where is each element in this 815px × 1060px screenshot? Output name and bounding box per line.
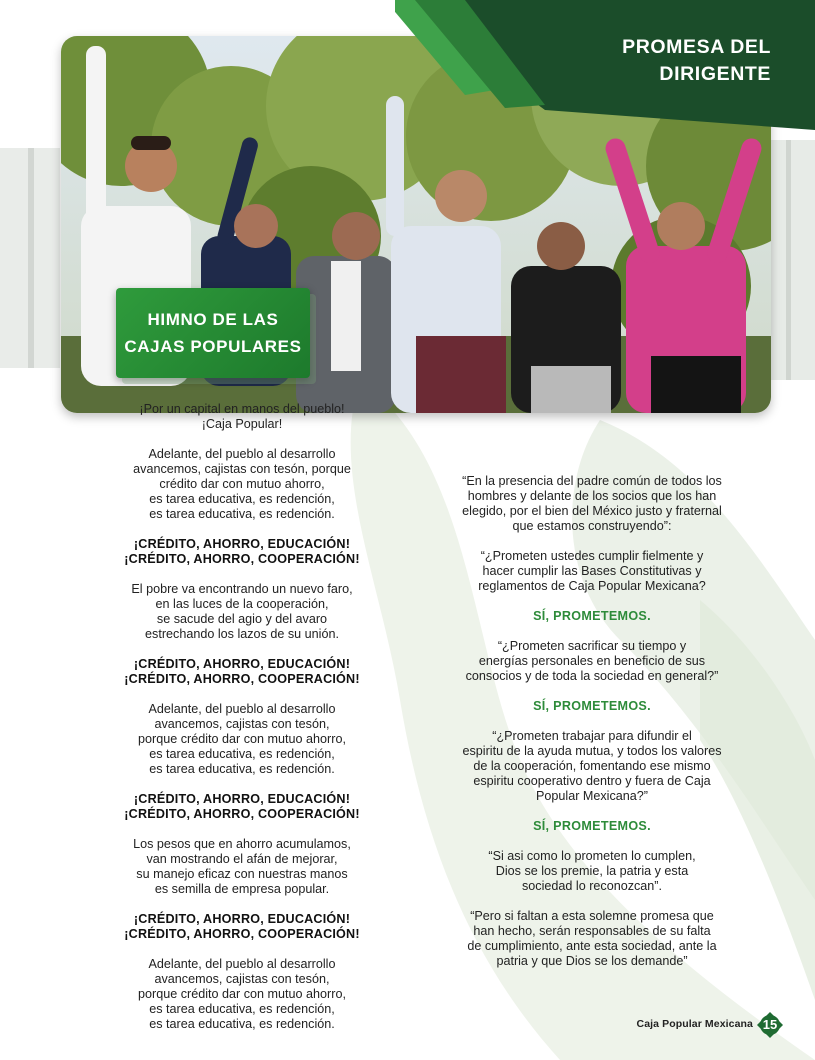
promise-question: “¿Prometen trabajar para difundir el espiritu de la ayuda mutua, y todos los valores de la cooperación, fomentando ese mismo espiritu cooperativo dentro y fuera de Caja Popular Mexicana?” xyxy=(462,729,722,803)
hymn-verse: Adelante, del pueblo al desarrollo avancemos, cajistas con tesón, porque crédito dar con mutuo ahorro, es tarea educativa, es redención, es tarea educativa, es redención. xyxy=(138,702,346,776)
page-number-label: 15 xyxy=(762,1017,778,1032)
hymn-verse: El pobre va encontrando un nuevo faro, en las luces de la cooperación, se sacude del agio y del avaro estrechando los lazos de su unión. xyxy=(131,582,353,641)
promise-answer: SÍ, PROMETEMOS. xyxy=(533,699,651,713)
hymn-title-badge: HIMNO DE LAS CAJAS POPULARES xyxy=(116,288,310,378)
promise-closing: “Si asi como lo prometen lo cumplen, Dios se los premie, la patria y esta sociedad lo reconozcan”. xyxy=(488,849,696,893)
promise-closing: “Pero si faltan a esta solemne promesa que han hecho, serán responsables de su falta de cumplimiento, ante esta sociedad, ante la patria y que Dios se los demande” xyxy=(467,909,717,968)
page-number xyxy=(757,1012,783,1038)
section-title: PROMESA DEL DIRIGENTE xyxy=(622,36,771,85)
hymn-chorus: ¡CRÉDITO, AHORRO, EDUCACIÓN! ¡CRÉDITO, AHORRO, COOPERACIÓN! xyxy=(124,912,360,941)
leader-promise xyxy=(442,474,742,984)
promise-question: “¿Prometen sacrificar su tiempo y energías personales en beneficio de sus consocios y de toda la sociedad en general?” xyxy=(465,639,719,683)
hymn-verse: Los pesos que en ahorro acumulamos, van mostrando el afán de mejorar, su manejo eficaz con nuestras manos es semilla de empresa popular. xyxy=(133,837,351,896)
promise-intro: “En la presencia del padre común de todos los hombres y delante de los socios que los han elegido, por el bien del México justo y fraternal que estamos construyendo”: xyxy=(462,474,722,533)
promise-question: “¿Prometen ustedes cumplir fielmente y hacer cumplir las Bases Constitutivas y reglamentos de Caja Popular Mexicana? xyxy=(478,549,706,593)
hymn-chorus: ¡CRÉDITO, AHORRO, EDUCACIÓN! ¡CRÉDITO, AHORRO, COOPERACIÓN! xyxy=(124,792,360,821)
hymn-verse: Adelante, del pueblo al desarrollo avancemos, cajistas con tesón, porque crédito dar con mutuo ahorro, es tarea educativa, es redención, es tarea educativa, es redención. xyxy=(133,447,351,521)
hymn-lyrics xyxy=(82,402,402,1047)
hymn-chorus: ¡CRÉDITO, AHORRO, EDUCACIÓN! ¡CRÉDITO, AHORRO, COOPERACIÓN! xyxy=(124,537,360,566)
hymn-intro: ¡Por un capital en manos del pueblo! ¡Caja Popular! xyxy=(139,402,345,431)
promise-answer: SÍ, PROMETEMOS. xyxy=(533,819,651,833)
footer-brand: Caja Popular Mexicana xyxy=(636,1018,753,1030)
hymn-verse: Adelante, del pueblo al desarrollo avancemos, cajistas con tesón, porque crédito dar con mutuo ahorro, es tarea educativa, es redención, es tarea educativa, es redención. xyxy=(138,957,346,1031)
hymn-chorus: ¡CRÉDITO, AHORRO, EDUCACIÓN! ¡CRÉDITO, AHORRO, COOPERACIÓN! xyxy=(124,657,360,686)
promise-answer: SÍ, PROMETEMOS. xyxy=(533,609,651,623)
